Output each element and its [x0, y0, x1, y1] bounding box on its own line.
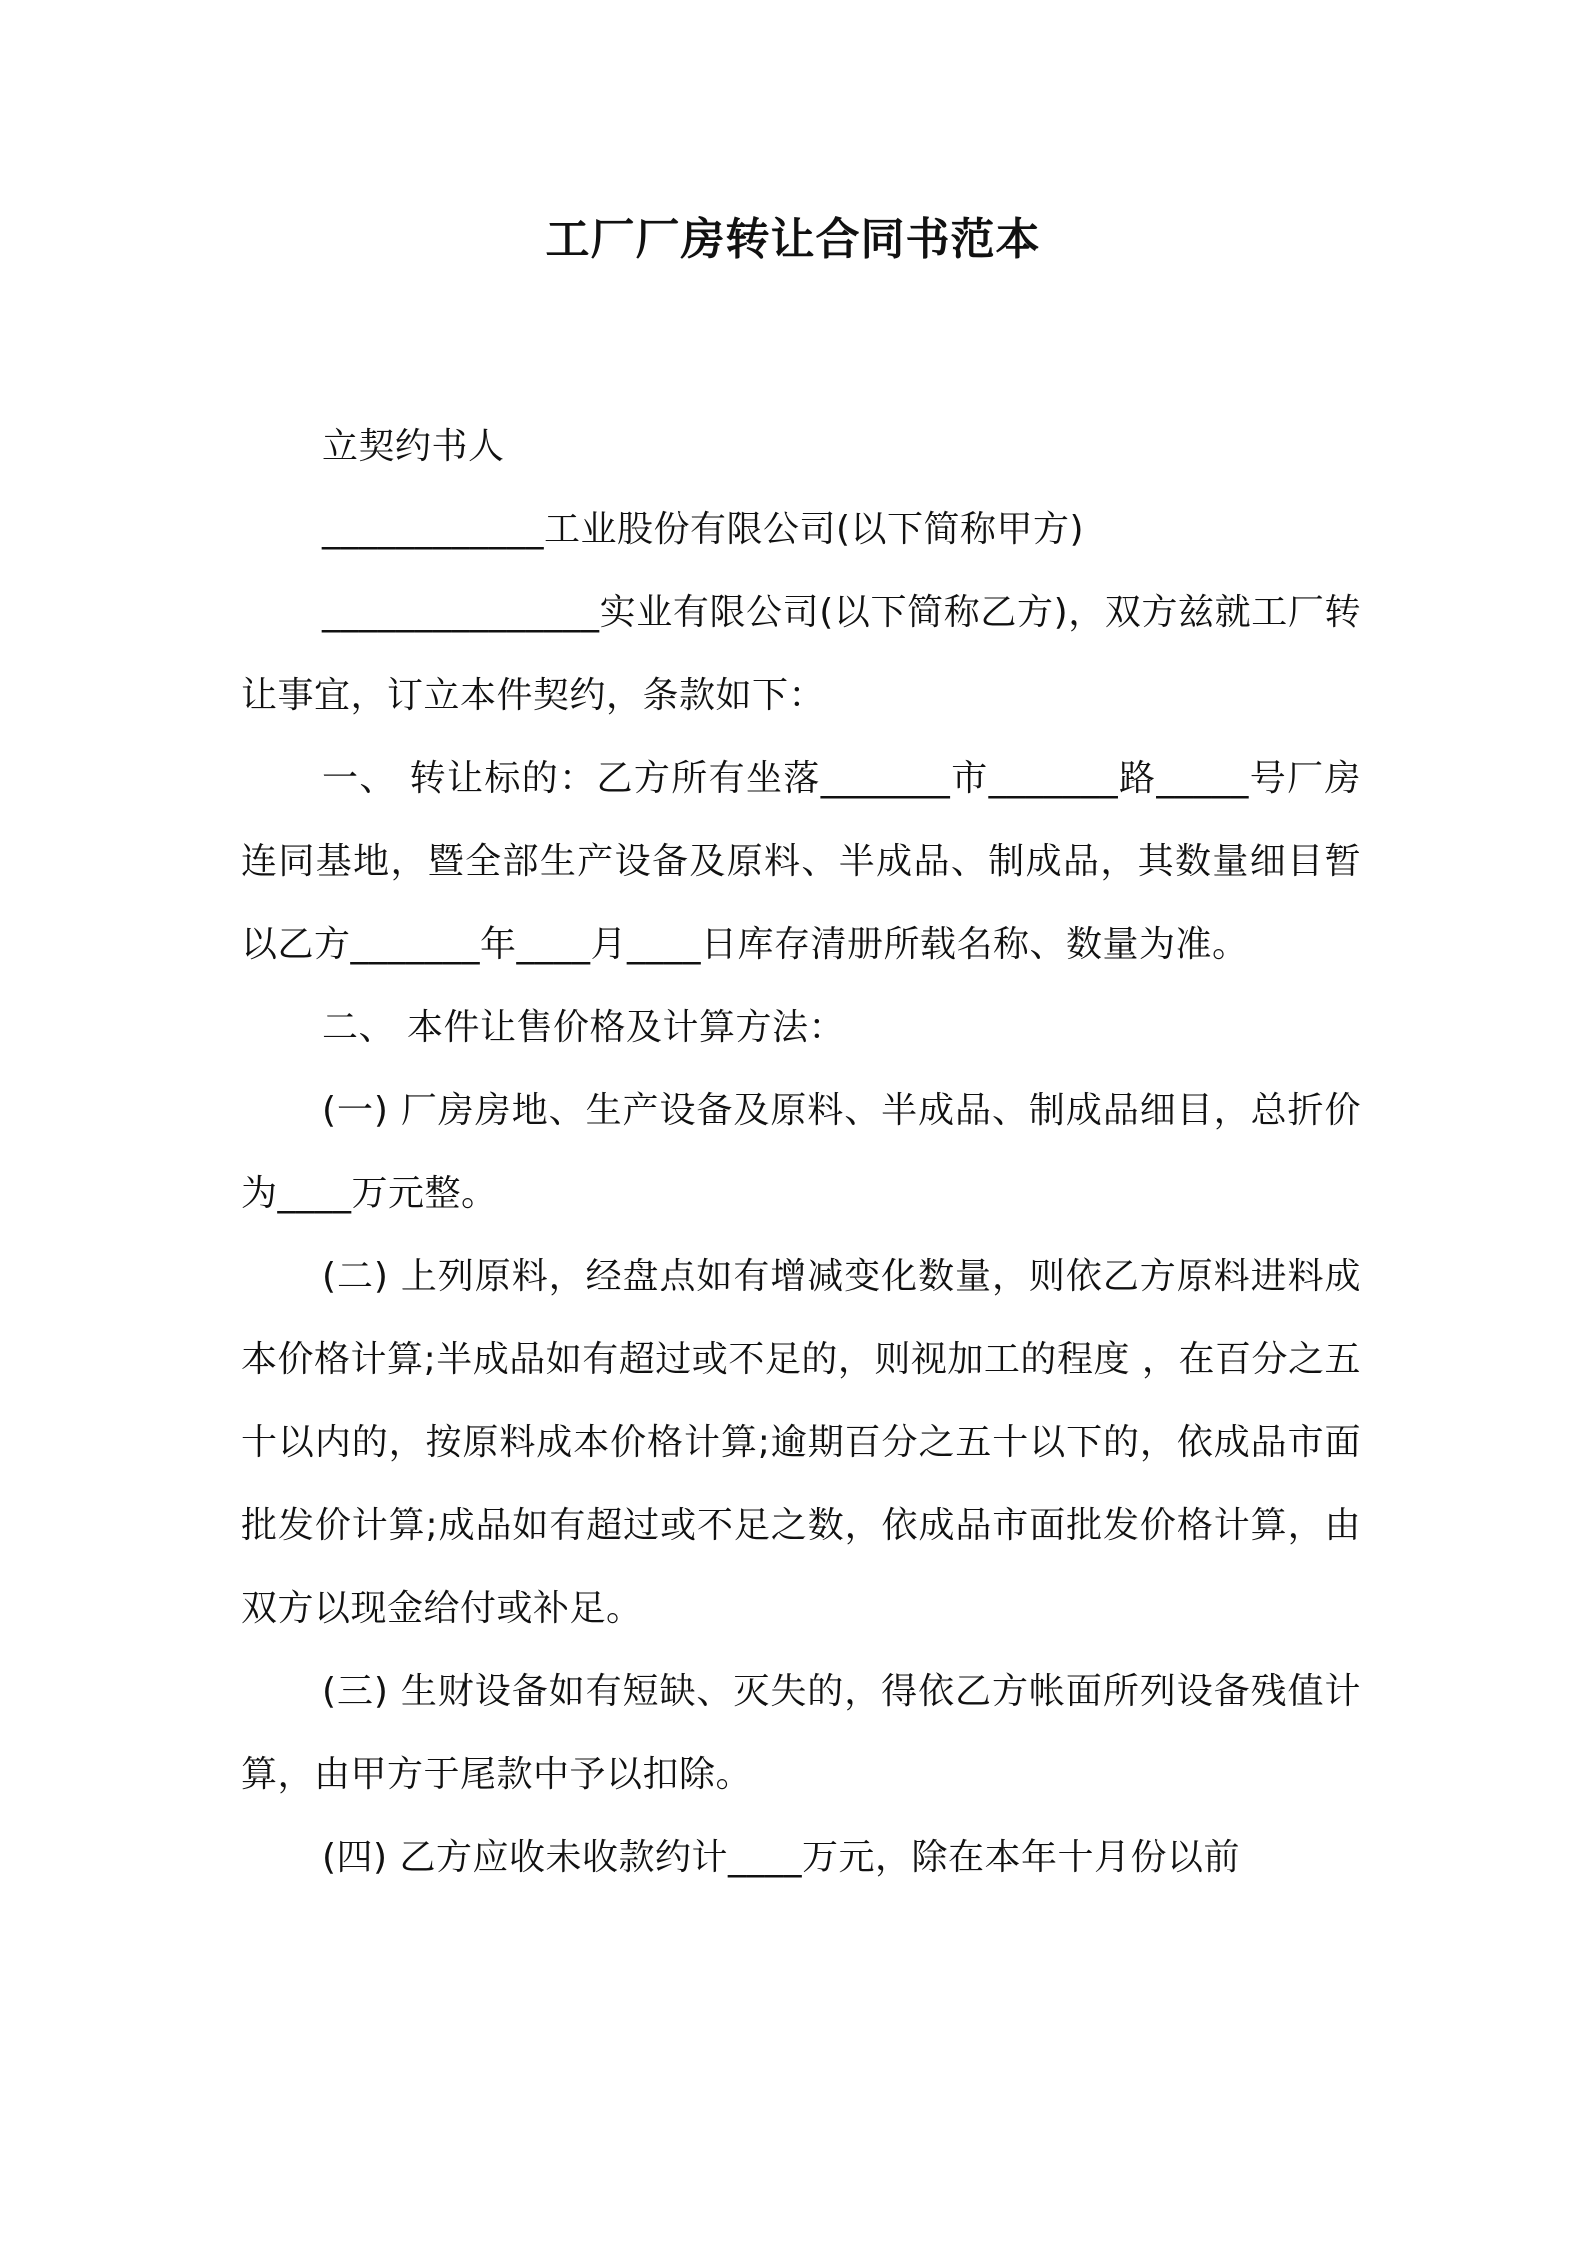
paragraph-party-a: ____________工业股份有限公司(以下简称甲方) [322, 509, 1085, 550]
paragraph-parties-heading: 立契约书人 [322, 426, 505, 467]
paragraph-clause-2-1: (一) 厂房房地、生产设备及原料、半成品、制成品细目，总折价为____万元整。 [241, 1090, 1361, 1214]
paragraph-clause-2-2: (二) 上列原料，经盘点如有增减变化数量，则依乙方原料进料成本价格计算;半成品如有超过或不足的，则视加工的程度 ，在百分之五十以内的，按原料成本价格计算;逾期百分之五十以下的，依成品市面批发价计算;成品如有超过或不足之数，依成品市面批发价格计算，由双方以现金给付或补足。 [241, 1256, 1361, 1629]
paragraph-clause-2: 二、 本件让售价格及计算方法： [322, 1007, 845, 1048]
paragraph-clause-2-4: (四) 乙方应收未收款约计____万元，除在本年十月份以前 [322, 1837, 1241, 1878]
paragraph-clause-1: 一、 转让标的：乙方所有坐落_______市_______路_____号厂房连同基地，暨全部生产设备及原料、半成品、制成品，其数量细目暂以乙方_______年____月____日库存清册所载名称、数量为准。 [241, 758, 1361, 965]
document-body [241, 405, 1361, 1899]
document-title: 工厂厂房转让合同书范本 [545, 214, 1041, 265]
paragraph-clause-2-3: (三) 生财设备如有短缺、灭失的，得依乙方帐面所列设备残值计算，由甲方于尾款中予以扣除。 [241, 1671, 1361, 1795]
paragraph-party-b: _______________实业有限公司(以下简称乙方)，双方兹就工厂转让事宜，订立本件契约，条款如下： [241, 592, 1361, 716]
